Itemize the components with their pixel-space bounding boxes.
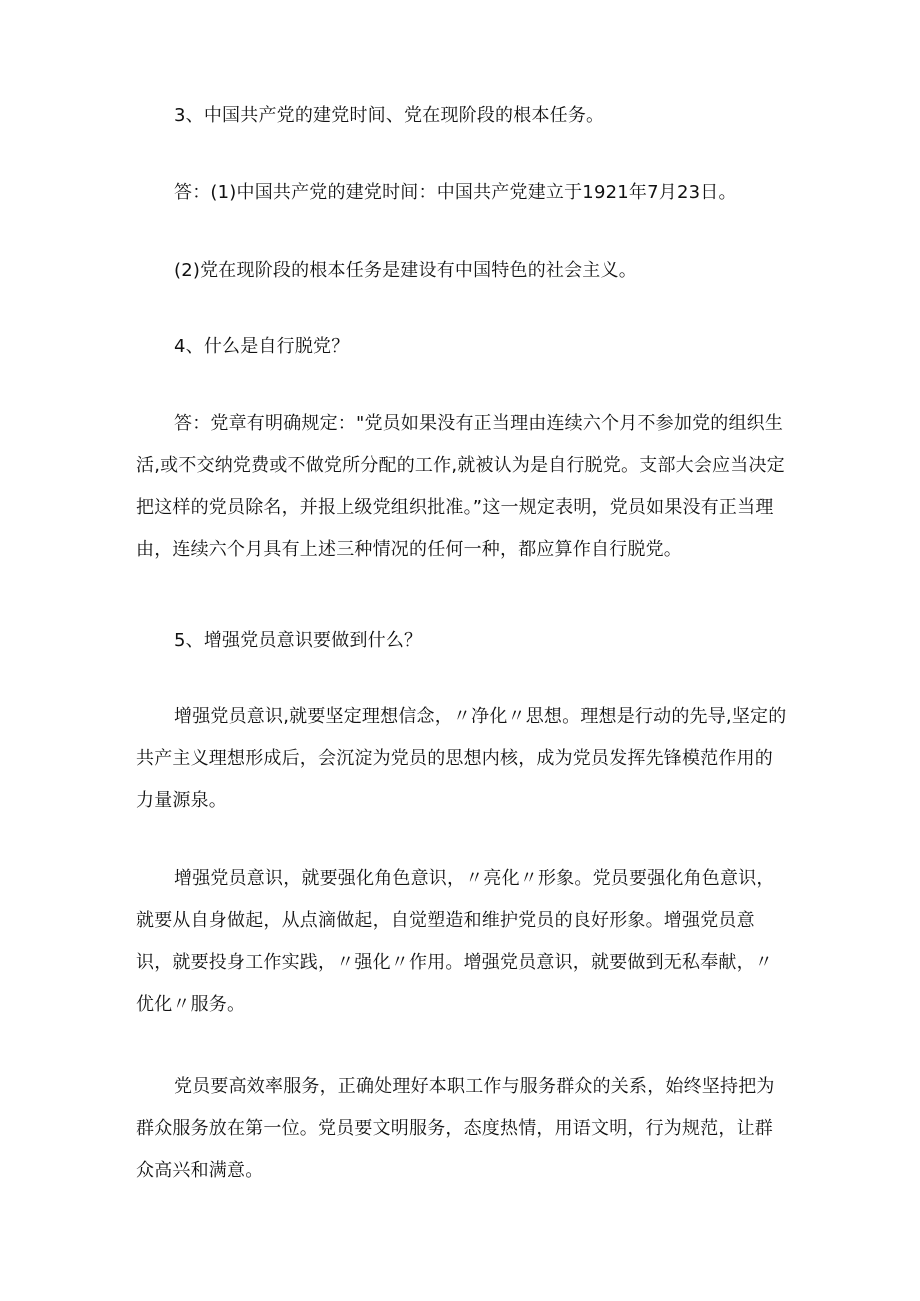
question-3-heading: 3、中国共产党的建党时间、党在现阶段的根本任务。 [174, 105, 605, 126]
answer-5-paragraph-1: 增强党员意识,就要坚定理想信念，〃净化〃思想。理想是行动的先导,坚定的共产主义理想形成后，会沉淀为党员的思想内核，成为党员发挥先锋模范作用的力量源泉。 [136, 706, 787, 811]
question-5-heading: 5、增强党员意识要做到什么？ [174, 630, 423, 651]
answer-4-paragraph: 答：党章有明确规定："党员如果没有正当理由连续六个月不参加党的组织生活,或不交纳党费或不做党所分配的工作,就被认为是自行脱党。支部大会应当决定把这样的党员除名，并报上级党组织批准。”这一规定表明，党员如果没有正当理由，连续六个月具有上述三种情况的任何一种，都应算作自行脱党。 [136, 413, 785, 560]
answer-3-part-1: 答：(1)中国共产党的建党时间：中国共产党建立于1921年7月23日。 [174, 182, 737, 203]
answer-5-paragraph-3: 党员要高效率服务，正确处理好本职工作与服务群众的关系，始终坚持把为群众服务放在第一位。党员要文明服务，态度热情，用语文明，行为规范，让群众高兴和满意。 [136, 1076, 775, 1181]
answer-3-part-2: (2)党在现阶段的根本任务是建设有中国特色的社会主义。 [174, 260, 637, 281]
answer-5-paragraph-2: 增强党员意识，就要强化角色意识，〃亮化〃形象。党员要强化角色意识，就要从自身做起，从点滴做起，自觉塑造和维护党员的良好形象。增强党员意识，就要投身工作实践，〃强化〃作用。增强党员意识，就要做到无私奉献，〃优化〃服务。 [136, 868, 775, 1015]
question-4-heading: 4、什么是自行脱党？ [174, 336, 350, 357]
